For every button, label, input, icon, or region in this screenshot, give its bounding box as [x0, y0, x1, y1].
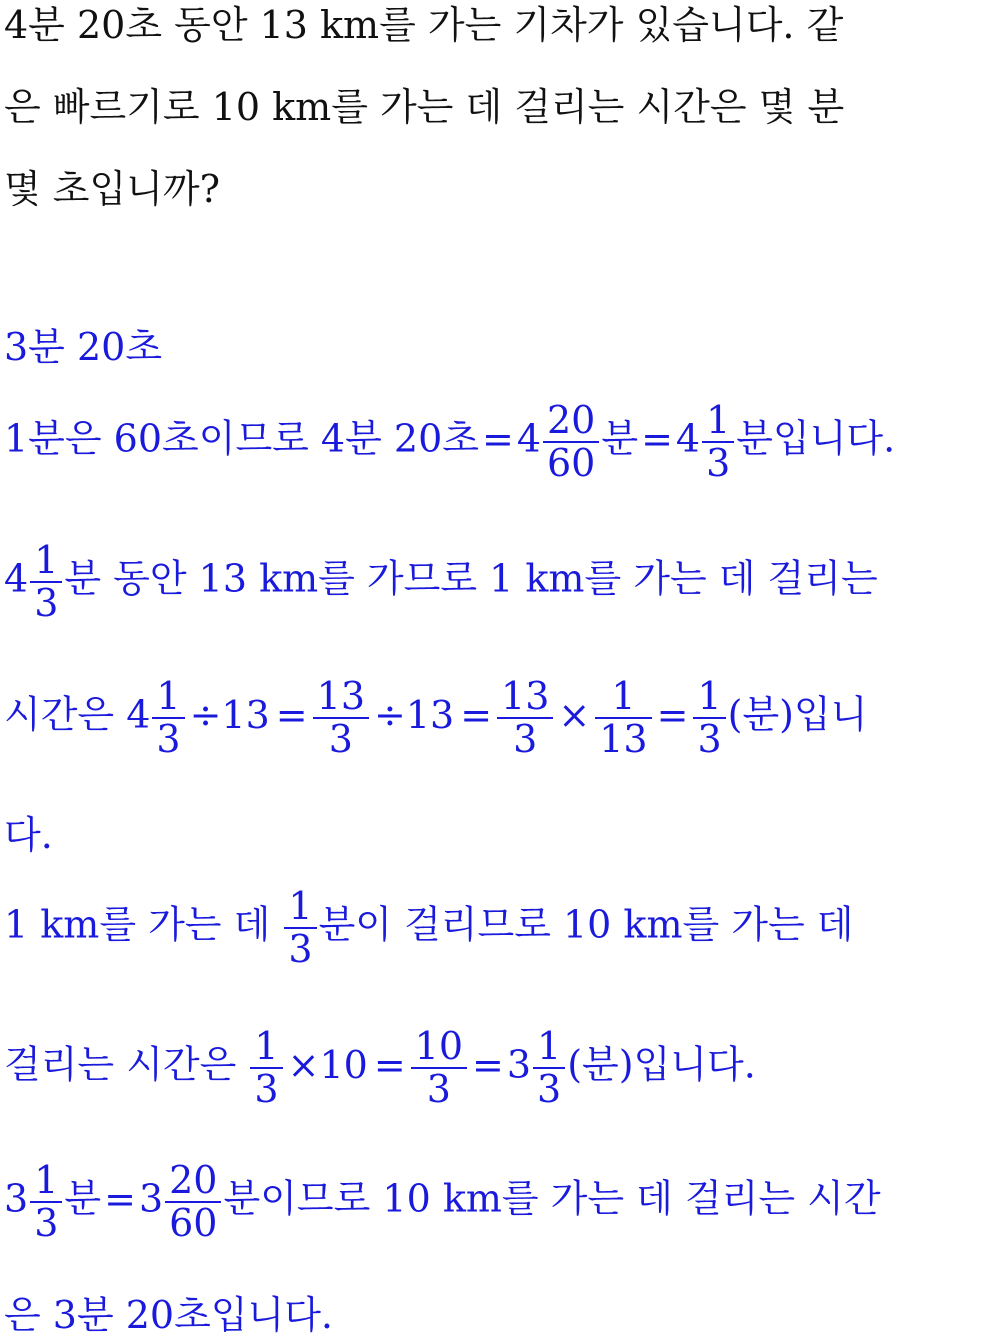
fraction — [165, 1160, 221, 1244]
whole-number: 4 — [675, 416, 701, 461]
denominator: 3 — [156, 717, 181, 762]
multiply-sign: × — [558, 692, 591, 737]
text: 분 — [601, 416, 639, 461]
fraction — [152, 676, 184, 760]
fraction — [533, 1026, 565, 1110]
text: 분이므로 10 km를 가는 데 걸리는 시간 — [223, 1176, 881, 1221]
numerator: 1 — [250, 1026, 282, 1069]
denominator: 3 — [537, 1067, 562, 1112]
denominator: 3 — [34, 581, 59, 626]
numerator: 1 — [30, 1160, 62, 1203]
whole-number: 4 — [126, 692, 151, 737]
denominator: 60 — [547, 441, 596, 486]
denominator: 3 — [34, 1201, 59, 1246]
numerator: 13 — [497, 676, 553, 719]
answer: 3분 20초 — [4, 325, 163, 369]
denominator: 3 — [706, 441, 731, 486]
whole-number: 4 — [4, 556, 29, 601]
multiply-term: ×10 — [287, 1042, 368, 1087]
whole-number: 4 — [516, 416, 541, 461]
explanation-line-3 — [4, 676, 867, 760]
text: 분이 걸리므로 10 km를 가는 데 — [318, 902, 854, 947]
text: 분입니다. — [736, 416, 896, 461]
equals-sign: = — [481, 416, 514, 461]
equals-sign: = — [275, 692, 308, 737]
denominator: 3 — [288, 927, 313, 972]
equals-sign: = — [373, 1042, 406, 1087]
equals-sign: = — [656, 692, 689, 737]
equals-sign: = — [460, 692, 493, 737]
numerator: 1 — [702, 400, 734, 443]
numerator: 1 — [533, 1026, 565, 1069]
numerator: 1 — [284, 886, 316, 929]
numerator: 1 — [693, 676, 725, 719]
numerator: 10 — [411, 1026, 467, 1069]
text: 1 km를 가는 데 — [4, 902, 283, 947]
text: 1분은 60초이므로 4분 20초 — [4, 416, 479, 461]
whole-number: 3 — [138, 1176, 164, 1221]
text: 시간은 — [4, 692, 127, 737]
question-line-2: 은 빠르기로 10 km를 가는 데 걸리는 시간은 몇 분 — [4, 85, 845, 129]
text: (분)입니 — [727, 692, 868, 737]
text: (분)입니다. — [567, 1042, 756, 1087]
equals-sign: = — [472, 1042, 504, 1087]
explanation-line-8: 은 3분 20초입니다. — [4, 1293, 334, 1337]
numerator: 1 — [595, 676, 651, 719]
numerator: 1 — [30, 540, 62, 583]
fraction — [543, 400, 599, 484]
explanation-line-4: 다. — [4, 813, 53, 857]
explanation-line-5 — [4, 886, 853, 970]
fraction — [411, 1026, 467, 1110]
fraction — [595, 676, 651, 760]
explanation-line-7 — [4, 1160, 881, 1244]
whole-number: 3 — [506, 1042, 532, 1087]
question-line-3: 몇 초입니까? — [4, 167, 220, 211]
numerator: 20 — [165, 1160, 221, 1203]
text: 분 동안 13 km를 가므로 1 km를 가는 데 걸리는 — [64, 556, 878, 601]
equals-sign: = — [641, 416, 673, 461]
fraction — [284, 886, 316, 970]
fraction — [30, 1160, 62, 1244]
denominator: 3 — [426, 1067, 451, 1112]
fraction — [313, 676, 369, 760]
text: 걸리는 시간은 — [4, 1042, 249, 1087]
explanation-line-6 — [4, 1026, 756, 1110]
denominator: 3 — [328, 717, 353, 762]
denominator: 3 — [254, 1067, 279, 1112]
denominator: 3 — [513, 717, 538, 762]
denominator: 13 — [599, 717, 648, 762]
question-line-1: 4분 20초 동안 13 km를 가는 기차가 있습니다. 같 — [4, 3, 844, 47]
fraction — [702, 400, 734, 484]
numerator: 1 — [152, 676, 184, 719]
denominator: 60 — [169, 1201, 218, 1246]
fraction — [693, 676, 725, 760]
explanation-line-1 — [4, 400, 895, 484]
whole-number: 3 — [4, 1176, 29, 1221]
denominator: 3 — [697, 717, 722, 762]
division-term: ÷13 — [374, 692, 455, 737]
numerator: 20 — [543, 400, 599, 443]
division-term: ÷13 — [189, 692, 270, 737]
fraction — [30, 540, 62, 624]
numerator: 13 — [313, 676, 369, 719]
fraction — [497, 676, 553, 760]
explanation-line-2 — [4, 540, 878, 624]
equals-sign: = — [104, 1176, 136, 1221]
text: 분 — [64, 1176, 102, 1221]
fraction — [250, 1026, 282, 1110]
